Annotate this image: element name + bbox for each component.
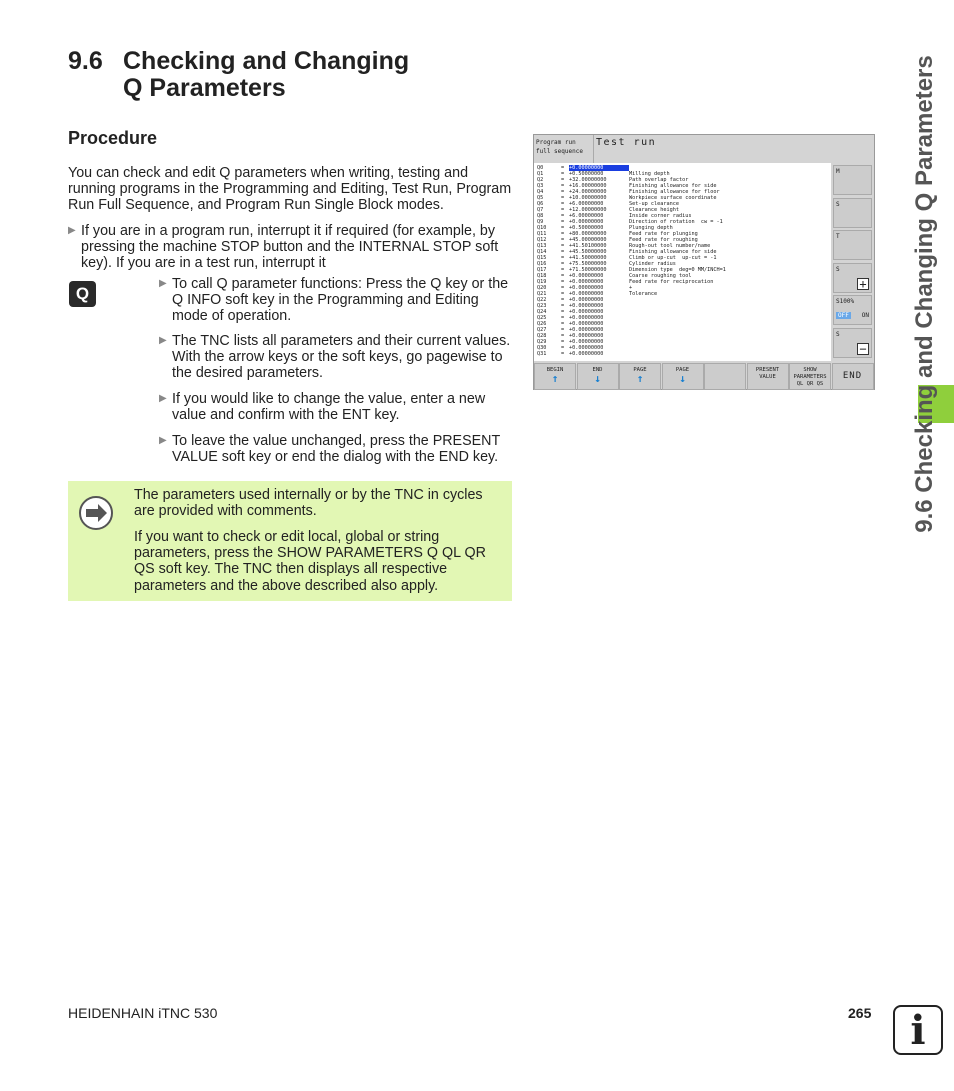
equals: = <box>561 201 565 207</box>
softkey-label: BEGIN <box>546 367 564 373</box>
equals: = <box>561 309 565 315</box>
tnc-screenshot <box>533 134 875 390</box>
q-name: Q25 <box>537 315 547 321</box>
q-value: +0.00000000 <box>569 315 604 321</box>
equals: = <box>561 237 565 243</box>
vertical-softkey[interactable] <box>833 165 872 195</box>
note-box <box>68 481 512 601</box>
bullet-5: ▶ To leave the value unchanged, press the PRESENT VALUE soft key or end the dialog with the END key. <box>159 433 500 466</box>
softkey-label: PRESENT VALUE <box>755 367 780 380</box>
equals: = <box>561 345 565 351</box>
q-name: Q14 <box>537 249 547 255</box>
q-value: +0.00000000 <box>569 303 604 309</box>
plus-icon: + <box>857 278 869 290</box>
q-comment: Workpiece surface coordinate <box>629 195 717 201</box>
q-name: Q8 <box>537 213 544 219</box>
triangle-icon: ▶ <box>159 435 167 446</box>
q-key-icon: Q <box>69 281 96 307</box>
arrow-right-icon <box>79 496 113 530</box>
softkey-label: T <box>836 233 840 240</box>
q-comment: Dimension type deg=0 MM/INCH=1 <box>629 267 726 273</box>
softkey-label: S <box>836 265 840 273</box>
q-value: +10.00000000 <box>569 195 607 201</box>
softkey-show-parameters[interactable] <box>789 363 831 390</box>
q-value: +71.50000000 <box>569 267 607 273</box>
equals: = <box>561 267 565 273</box>
equals: = <box>561 219 565 225</box>
q-value: +0.00000000 <box>569 219 604 225</box>
side-tab <box>900 30 954 560</box>
softkey-end[interactable] <box>577 363 619 390</box>
q-comment: Finishing allowance for side <box>629 183 717 189</box>
equals: = <box>561 321 565 327</box>
q-name: Q12 <box>537 237 547 243</box>
screen-title: Test run <box>596 137 657 148</box>
equals: = <box>561 195 565 201</box>
q-value: +24.00000000 <box>569 189 607 195</box>
bullet-2: ▶ To call Q parameter functions: Press the Q key or the Q INFO soft key in the Programming and Editing mode of operation. <box>159 276 509 325</box>
q-name: Q0 <box>537 165 544 171</box>
q-value: +0.00000000 <box>569 351 604 357</box>
equals: = <box>561 231 565 237</box>
bullet-4: ▶ If you would like to change the value, enter a new value and confirm with the ENT key. <box>159 391 486 424</box>
equals: = <box>561 315 565 321</box>
q-value: +80.00000000 <box>569 231 607 237</box>
equals: = <box>561 255 565 261</box>
softkey-label: PAGE <box>675 367 690 373</box>
section-heading: Procedure <box>68 128 158 148</box>
equals: = <box>561 183 565 189</box>
note-text-2: If you want to check or edit local, global or string parameters, press the SHOW PARAMETERS Q QL QR QS soft key. The TNC then displays all respective parameters and the above described also apply. <box>134 529 486 594</box>
q-value: +41.50000000 <box>569 255 607 261</box>
q-name: Q2 <box>537 177 544 183</box>
vertical-softkey[interactable] <box>833 230 872 260</box>
equals: = <box>561 273 565 279</box>
softkey-end[interactable] <box>832 363 874 390</box>
vertical-softkey[interactable] <box>833 328 872 358</box>
q-name: Q21 <box>537 291 547 297</box>
bullet-1: ▶ If you are in a program run, interrupt it if required (for example, by pressing the machine STOP button and the INTERNAL STOP soft key). If you are in a test run, interrupt it <box>68 223 499 272</box>
q-value: +0.00000000 <box>569 321 604 327</box>
equals: = <box>561 291 565 297</box>
q-value: +0.00000000 <box>569 333 604 339</box>
note-text-1: The parameters used internally or by the TNC in cycles are provided with comments. <box>134 487 483 520</box>
q-value: +0.00000000 <box>569 291 604 297</box>
q-name: Q31 <box>537 351 547 357</box>
info-icon: i <box>893 1005 943 1055</box>
q-value: +0.00000000 <box>569 345 604 351</box>
equals: = <box>561 285 565 291</box>
softkey-label: S100% <box>836 298 855 305</box>
equals: = <box>561 177 565 183</box>
q-name: Q6 <box>537 201 544 207</box>
q-comment: + <box>629 285 633 291</box>
intro-text: You can check and edit Q parameters when writing, testing and running programs in the Programming and Editing, Test Run, Program Run Full Sequence, and Program Run Single Block modes. <box>68 165 512 214</box>
triangle-icon: ▶ <box>159 278 167 289</box>
q-comment: Path overlap factor <box>629 177 689 183</box>
softkey-label: PAGE <box>633 367 647 373</box>
q-name: Q18 <box>537 273 547 279</box>
q-comment: Finishing allowance for floor <box>629 189 720 195</box>
q-name: Q19 <box>537 279 547 285</box>
q-param-row[interactable] <box>537 351 828 357</box>
equals: = <box>561 213 565 219</box>
softkey-label: S <box>836 200 840 208</box>
q-name: Q26 <box>537 321 547 327</box>
q-comment: Feed rate for plunging <box>629 231 698 237</box>
q-name: Q3 <box>537 183 544 189</box>
q-value: +12.00000000 <box>569 207 607 213</box>
equals: = <box>561 207 565 213</box>
equals: = <box>561 303 565 309</box>
softkey-sublabel: QL QR QS <box>796 381 824 387</box>
q-value: +0.50000000 <box>569 225 604 231</box>
vertical-softkey[interactable] <box>833 263 872 293</box>
q-comment: Feed rate for roughing <box>629 237 698 243</box>
q-comment: Milling depth <box>629 171 670 177</box>
arrow-up-icon: ↑ <box>636 372 644 385</box>
q-value: +75.50000000 <box>569 261 607 267</box>
q-name: Q27 <box>537 327 547 333</box>
equals: = <box>561 189 565 195</box>
softkey-label: M <box>836 168 840 175</box>
q-comment: Rough-out tool number/name <box>629 243 711 249</box>
q-name: Q15 <box>537 255 547 261</box>
q-name: Q22 <box>537 297 547 303</box>
q-name: Q11 <box>537 231 547 237</box>
triangle-icon: ▶ <box>159 335 167 346</box>
q-name: Q13 <box>537 243 547 249</box>
q-name: Q29 <box>537 339 547 345</box>
page-number: 265 <box>848 1005 872 1021</box>
softkey-label: END <box>842 371 863 381</box>
q-name: Q23 <box>537 303 547 309</box>
equals: = <box>561 297 565 303</box>
q-value: +41.50100000 <box>569 243 607 249</box>
arrow-up-icon: ↑ <box>551 372 559 385</box>
softkey-present-value[interactable] <box>747 363 789 390</box>
softkey-label: S <box>836 330 840 338</box>
softkey-empty[interactable] <box>704 363 746 390</box>
triangle-icon: ▶ <box>68 225 76 236</box>
minus-icon: − <box>857 343 869 355</box>
softkey-begin[interactable] <box>534 363 576 390</box>
triangle-icon: ▶ <box>159 393 167 404</box>
q-comment: Direction of rotation cw = -1 <box>629 219 723 225</box>
equals: = <box>561 339 565 345</box>
q-name: Q28 <box>537 333 547 339</box>
softkey-label: END <box>592 367 603 373</box>
q-value: +16.00000000 <box>569 183 607 189</box>
equals: = <box>561 243 565 249</box>
q-name: Q4 <box>537 189 544 195</box>
q-comment: Set-up clearance <box>629 201 679 207</box>
equals: = <box>561 249 565 255</box>
q-name: Q30 <box>537 345 547 351</box>
q-name: Q20 <box>537 285 547 291</box>
q-name: Q10 <box>537 225 547 231</box>
q-value: +0.00000000 <box>569 273 604 279</box>
q-value: +0.00000000 <box>569 339 604 345</box>
q-name: Q16 <box>537 261 547 267</box>
q-name: Q9 <box>537 219 544 225</box>
footer-product: HEIDENHAIN iTNC 530 <box>68 1005 218 1021</box>
q-value[interactable]: +0.00000000 <box>569 165 629 171</box>
q-value: +0.50000000 <box>569 171 604 177</box>
q-name: Q5 <box>537 195 544 201</box>
vertical-softkey[interactable] <box>833 295 872 325</box>
q-comment: Coarse roughing tool <box>629 273 692 279</box>
q-comment: Cylinder radius <box>629 261 676 267</box>
q-comment: Feed rate for reciprocation <box>629 279 714 285</box>
q-value: +0.00000000 <box>569 309 604 315</box>
q-value: +0.00000000 <box>569 279 604 285</box>
page-title: 9.6 Checking and Changing Q Parameters <box>68 47 410 102</box>
vertical-softkey[interactable] <box>833 198 872 228</box>
equals: = <box>561 333 565 339</box>
bullet-3: ▶ The TNC lists all parameters and their current values. With the arrow keys or the soft keys, go pagewise to the desired parameters. <box>159 333 511 382</box>
q-name: Q1 <box>537 171 544 177</box>
equals: = <box>561 261 565 267</box>
softkey-page[interactable] <box>662 363 704 390</box>
off-label: OFF <box>838 312 849 319</box>
arrow-down-icon: ↓ <box>679 372 686 385</box>
on-label: ON <box>861 312 869 319</box>
q-name: Q24 <box>537 309 547 315</box>
arrow-down-icon: ↓ <box>594 372 601 385</box>
q-comment: Clearance height <box>629 207 679 213</box>
q-name: Q7 <box>537 207 544 213</box>
equals: = <box>561 165 565 171</box>
equals: = <box>561 279 565 285</box>
q-value: +45.50000000 <box>569 249 607 255</box>
equals: = <box>561 171 565 177</box>
softkey-page[interactable] <box>619 363 661 390</box>
q-comment: Tolerance <box>629 291 658 297</box>
q-value: +0.00000000 <box>569 297 604 303</box>
equals: = <box>561 225 565 231</box>
softkey-label: SHOW PARAMETERS <box>793 367 827 380</box>
equals: = <box>561 351 565 357</box>
side-tab-text: 9.6 Checking and Changing Q Parameters <box>911 55 938 533</box>
q-comment: Inside corner radius <box>629 213 692 219</box>
q-value: +45.00000000 <box>569 237 607 243</box>
q-value: +32.00000000 <box>569 177 607 183</box>
q-comment: Climb or up-cut up-cut = -1 <box>629 255 717 261</box>
q-comment: Plunging depth <box>629 225 673 231</box>
q-parameter-list <box>534 163 831 361</box>
q-value: +0.00000000 <box>569 327 604 333</box>
q-comment: Finishing allowance for side <box>629 249 717 255</box>
q-name: Q17 <box>537 267 547 273</box>
q-value: +0.00000000 <box>569 285 604 291</box>
q-value: +6.00000000 <box>569 201 604 207</box>
q-value: +6.00000000 <box>569 213 604 219</box>
mode-label: Program run full sequence <box>534 135 594 163</box>
equals: = <box>561 327 565 333</box>
